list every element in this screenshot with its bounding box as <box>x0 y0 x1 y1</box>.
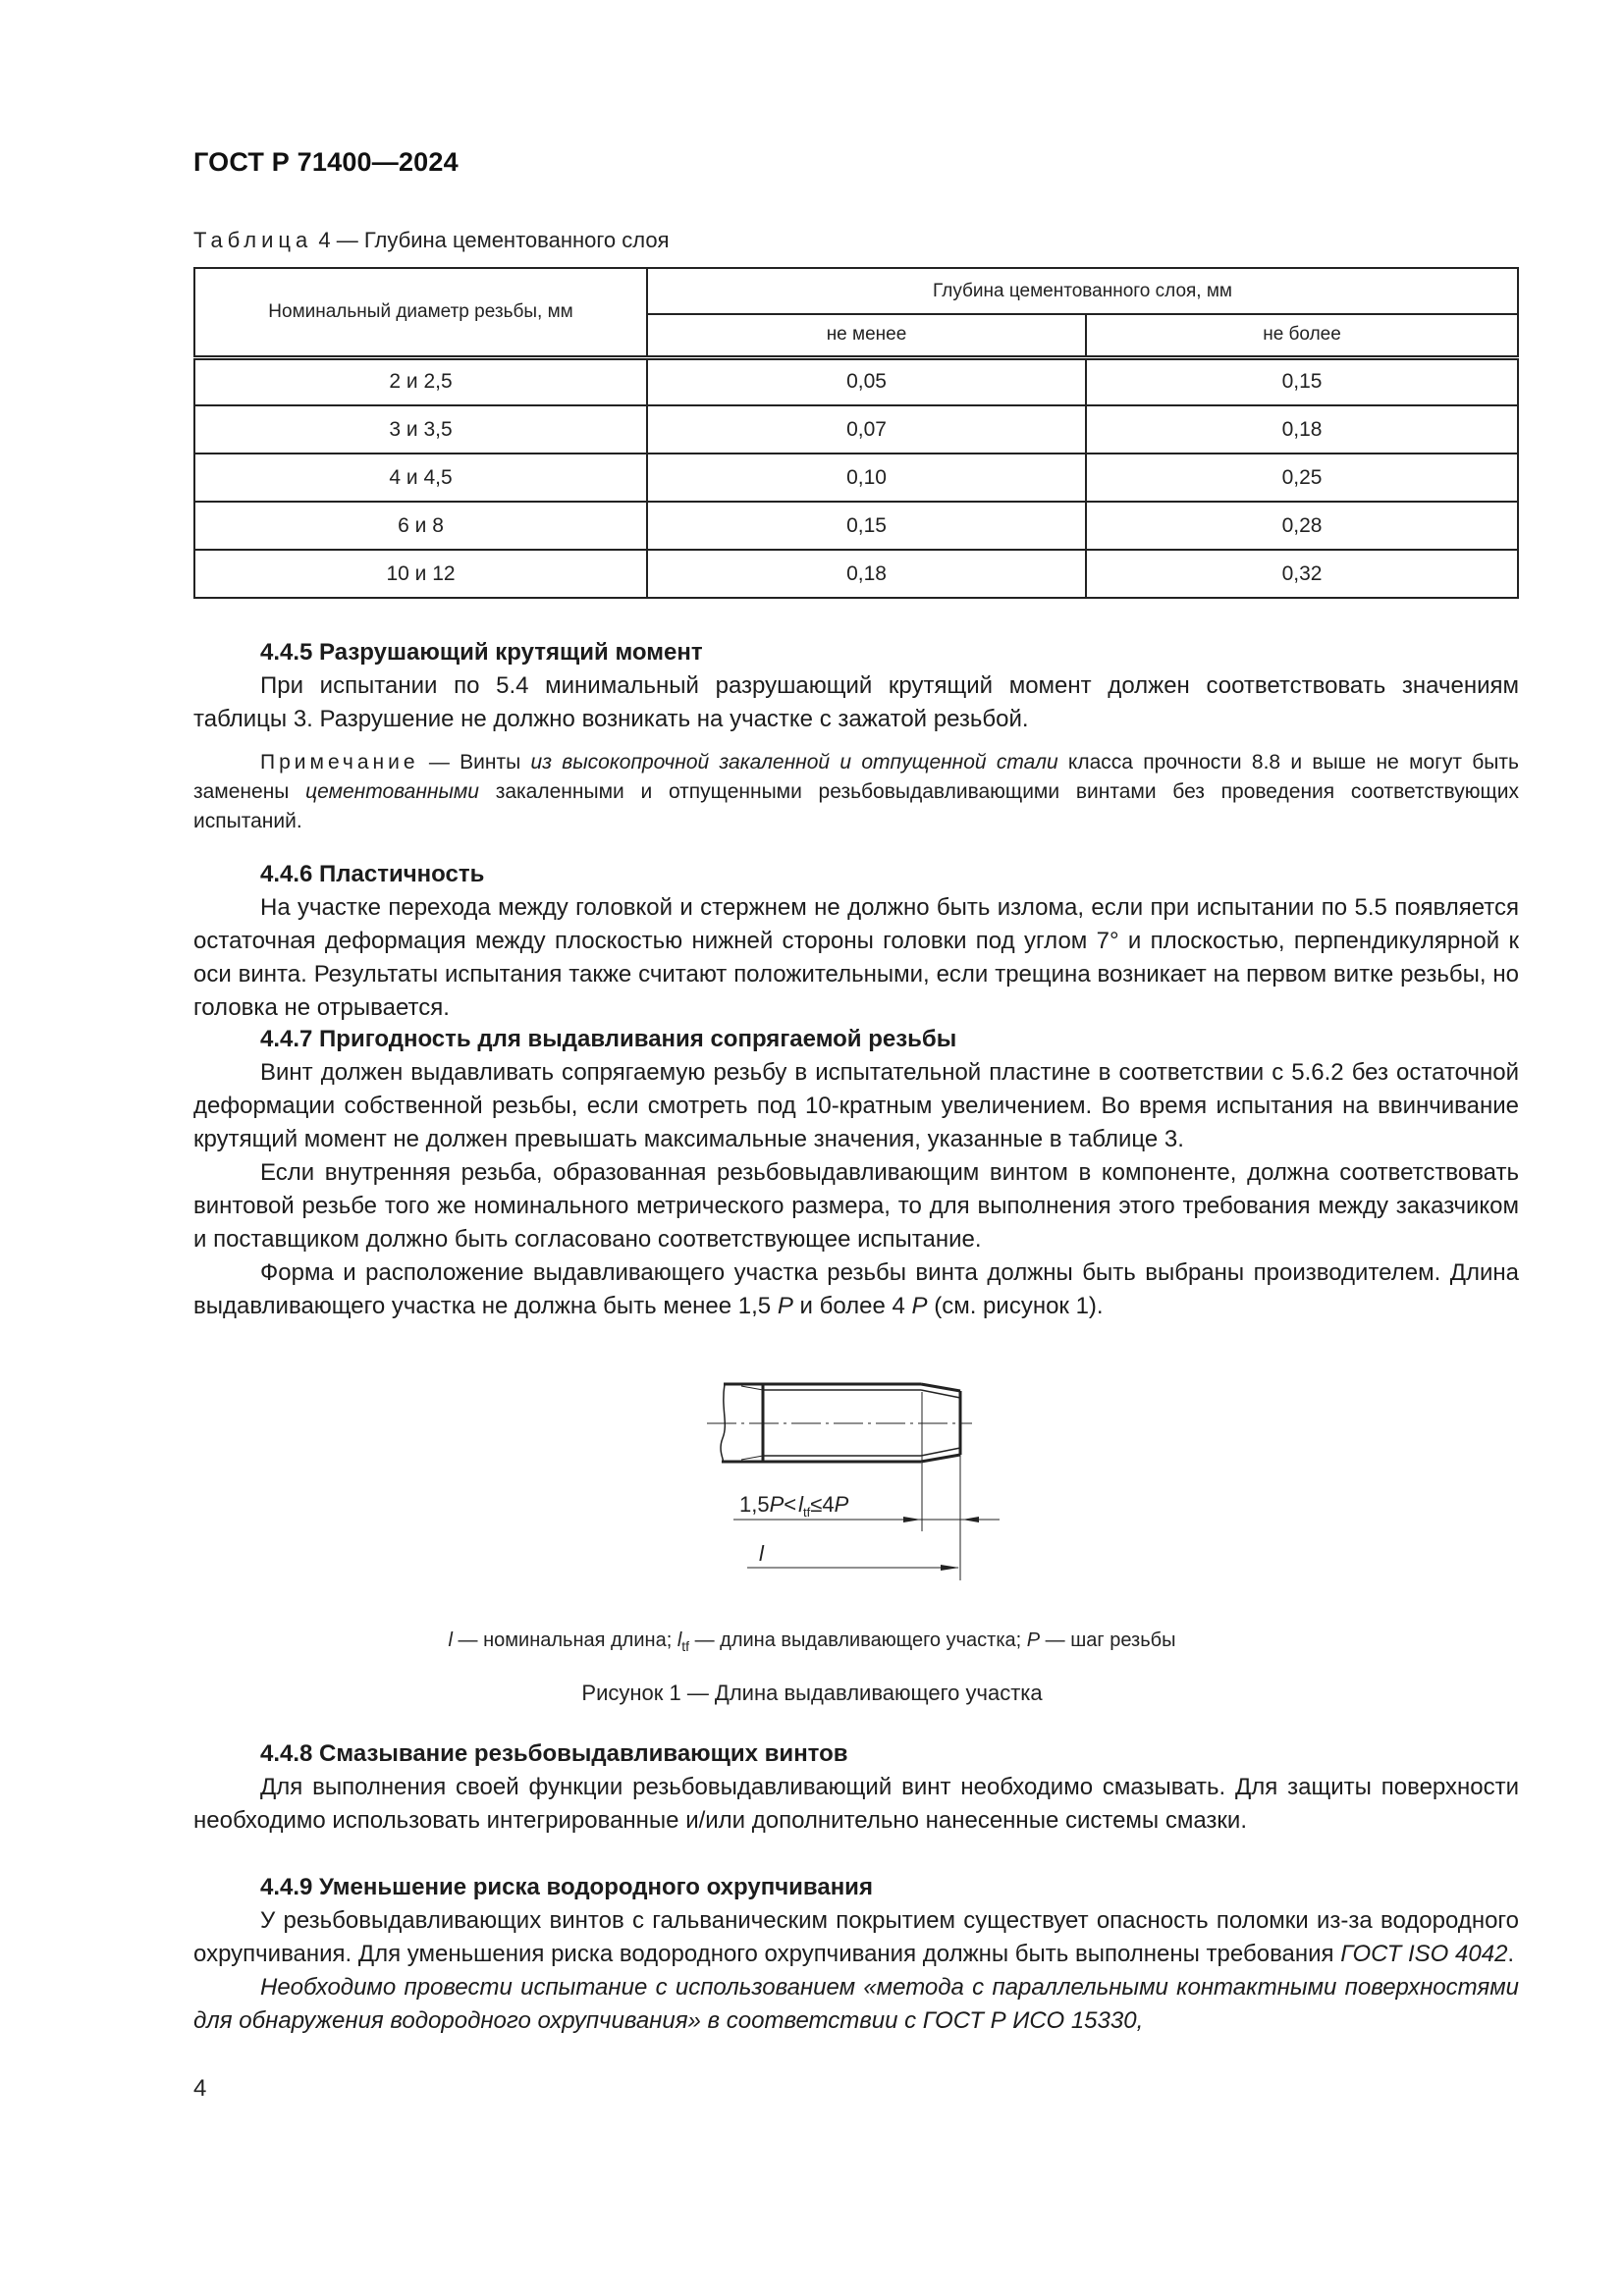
note-text: — Винты <box>418 751 531 774</box>
text: . <box>1507 1941 1515 1967</box>
paragraph <box>193 1904 1519 1971</box>
note-text: класса прочности 8.8 и выше не могут быть заменены <box>193 751 1519 803</box>
page-number: 4 <box>193 2075 207 2102</box>
section-heading: 4.4.7 Пригодность для выдавливания сопрягаемой резьбы <box>260 1026 957 1052</box>
taper-top-outer <box>921 1384 960 1391</box>
table-row <box>194 454 1518 502</box>
cell-max: 0,18 <box>1086 405 1518 454</box>
paragraph: Если внутренняя резьба, образованная резьбовыдавливающим винтом в компоненте, должна соответствовать винтовой резьбе того же номинального метрического размера, то для выполнения этого требования между заказчиком и поставщиком должно быть согласовано соответствующее испытание. <box>193 1159 1519 1253</box>
cell-max: 0,15 <box>1086 357 1518 405</box>
cell-min: 0,05 <box>647 357 1086 405</box>
section-4-4-8 <box>193 1737 1519 1838</box>
paragraph: При испытании по 5.4 минимальный разрушающий крутящий момент должен соответствовать значениям таблицы 3. Разрушение не должно возникать на участке с зажатой резьбой. <box>193 672 1519 732</box>
note <box>193 748 1519 836</box>
cell-diameter: 10 и 12 <box>194 550 647 598</box>
legend-text: — шаг резьбы <box>1040 1629 1176 1651</box>
cell-max: 0,32 <box>1086 550 1518 598</box>
section-4-4-6 <box>193 858 1519 1025</box>
table-row <box>194 405 1518 454</box>
table-caption-prefix: Таблица <box>193 228 313 252</box>
table-row <box>194 357 1518 405</box>
text: Форма и расположение выдавливающего участка резьбы винта должны быть выбраны производителем. Длина выдавливающего участка не должна быть менее 1,5 <box>193 1259 1519 1319</box>
standard-reference: ГОСТ ISO 4042 <box>1340 1941 1508 1967</box>
paragraph-italic: Необходимо провести испытание с использованием «метода с параллельными контактными поверхностями для обнаружения водородного охрупчивания» в соответствии с ГОСТ Р ИСО 15330, <box>193 1974 1519 2034</box>
chamfer-hint-bottom <box>741 1456 763 1460</box>
note-text: закаленными и отпущенными резьбовыдавливающими винтами без проведения соответствующих испытаний. <box>193 780 1519 832</box>
cell-max: 0,28 <box>1086 502 1518 550</box>
arrow-right-icon <box>903 1517 921 1522</box>
paragraph: Винт должен выдавливать сопрягаемую резьбу в испытательной пластине в соответствии с 5.6.2 без остаточной деформации собственной резьбы, если смотреть под 10-кратным увеличением. Во время испытания на ввинчивание крутящий момент не должен превышать максимальные значения, указанные в таблице 3. <box>193 1059 1519 1152</box>
text: У резьбовыдавливающих винтов с гальваническим покрытием существует опасность поломки из-за водородного охрупчивания. Для уменьшения риска водородного охрупчивания должны быть выполнены требования <box>193 1907 1519 1967</box>
table-row <box>194 502 1518 550</box>
dim-text: ≤4 <box>810 1492 835 1517</box>
dim-symbol-p: P <box>834 1492 849 1517</box>
header-nominal-diameter: Номинальный диаметр резьбы, мм <box>194 268 647 357</box>
header-max: не более <box>1086 314 1518 357</box>
note-text-italic: из высокопрочной закаленной и отпущенной стали <box>530 751 1058 774</box>
dim-subscript: tf <box>803 1505 811 1520</box>
text: (см. рисунок 1). <box>927 1293 1104 1319</box>
arrow-left-icon <box>962 1517 979 1522</box>
taper-bottom-outer <box>921 1455 960 1462</box>
table-caption <box>193 228 669 253</box>
cell-diameter: 2 и 2,5 <box>194 357 647 405</box>
document-id-header: ГОСТ Р 71400—2024 <box>193 147 459 177</box>
note-paragraph <box>193 748 1519 836</box>
arrow-right-icon <box>941 1565 959 1571</box>
figure-legend <box>0 1629 1624 1654</box>
case-depth-table <box>193 267 1519 599</box>
table-caption-title: 4 — Глубина цементованного слоя <box>312 228 670 252</box>
section-heading: 4.4.6 Пластичность <box>260 861 485 887</box>
cell-diameter: 4 и 4,5 <box>194 454 647 502</box>
dimension-label-ltf <box>739 1492 849 1520</box>
dim-symbol-l: l <box>798 1492 804 1517</box>
legend-symbol: l <box>677 1629 682 1651</box>
note-label: Примечание <box>260 751 419 774</box>
legend-text: — номинальная длина; <box>453 1629 677 1651</box>
cell-max: 0,25 <box>1086 454 1518 502</box>
cell-diameter: 6 и 8 <box>194 502 647 550</box>
header-min: не менее <box>647 314 1086 357</box>
legend-symbol: l <box>448 1629 453 1651</box>
dim-symbol-p: P <box>769 1492 785 1517</box>
chamfer-hint-top <box>741 1386 763 1390</box>
header-case-depth: Глубина цементованного слоя, мм <box>647 268 1518 314</box>
section-heading: 4.4.9 Уменьшение риска водородного охрупчивания <box>260 1874 873 1900</box>
legend-subscript: tf <box>681 1638 690 1654</box>
section-4-4-7 <box>193 1023 1519 1323</box>
dimension-label-l: l <box>759 1541 764 1566</box>
cell-min: 0,15 <box>647 502 1086 550</box>
cell-min: 0,10 <box>647 454 1086 502</box>
paragraph: Для выполнения своей функции резьбовыдавливающий винт необходимо смазывать. Для защиты поверхности необходимо использовать интегрированные и/или дополнительно нанесенные системы смазки. <box>193 1774 1519 1834</box>
figure-caption: Рисунок 1 — Длина выдавливающего участка <box>581 1681 1043 1705</box>
note-text-italic: цементованными <box>305 780 479 803</box>
legend-symbol: P <box>1026 1629 1041 1651</box>
symbol-pitch: P <box>777 1293 793 1319</box>
section-4-4-5 <box>193 636 1519 736</box>
cell-min: 0,18 <box>647 550 1086 598</box>
figure-thread-forming-length <box>687 1364 1041 1610</box>
dim-text: 1,5 <box>739 1492 770 1517</box>
symbol-pitch: P <box>911 1293 928 1319</box>
table-row <box>194 550 1518 598</box>
section-heading: 4.4.8 Смазывание резьбовыдавливающих винтов <box>260 1740 848 1767</box>
text: и более 4 <box>792 1293 912 1319</box>
cell-min: 0,07 <box>647 405 1086 454</box>
dim-text: < <box>784 1492 797 1517</box>
paragraph <box>193 1256 1519 1323</box>
paragraph: На участке перехода между головкой и стержнем не должно быть излома, если при испытании по 5.5 появляется остаточная деформация между плоскостью нижней стороны головки под углом 7° и плоскостью, перпендикулярной к оси винта. Результаты испытания также считают положительными, если трещина возникает на первом витке резьбы, но головка не отрывается. <box>193 894 1519 1021</box>
cell-diameter: 3 и 3,5 <box>194 405 647 454</box>
section-4-4-9 <box>193 1871 1519 2038</box>
section-heading: 4.4.5 Разрушающий крутящий момент <box>260 639 703 666</box>
legend-text: — длина выдавливающего участка; <box>689 1629 1027 1651</box>
